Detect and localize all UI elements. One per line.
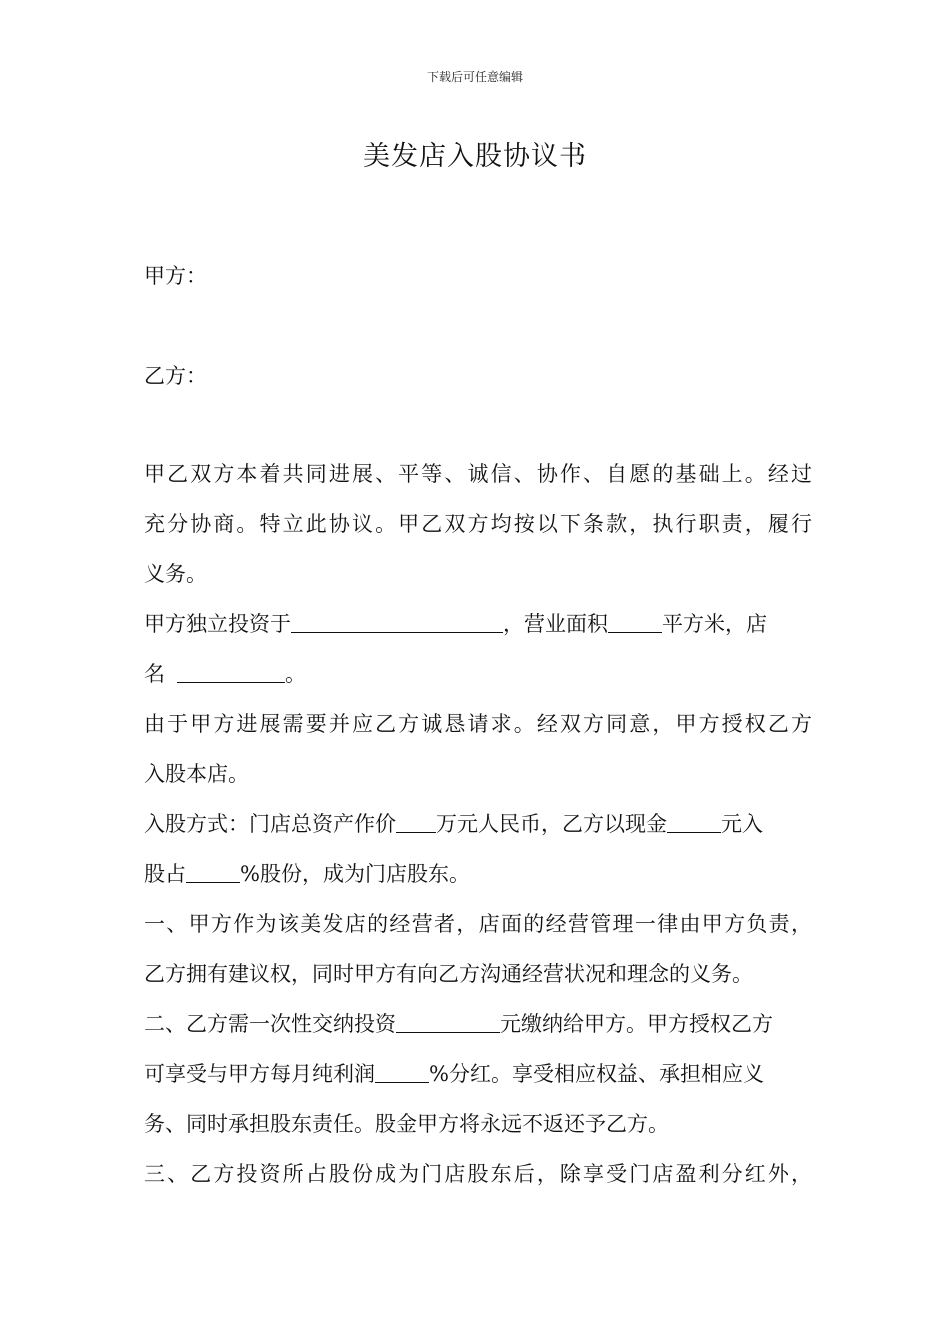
store-name-label: 名 [144, 662, 165, 686]
investment-line-2 [144, 660, 306, 688]
party-a-label: 甲方： [144, 264, 207, 288]
investment-period: 。 [285, 662, 306, 686]
location-blank[interactable] [291, 612, 503, 633]
investment-amount-blank[interactable] [396, 1012, 500, 1033]
share-method-text-e: %股份，成为门店股东。 [240, 862, 470, 886]
clause-2-line-1 [144, 1010, 773, 1038]
clause-2-text-b: 元缴纳给甲方。甲方授权乙方 [500, 1012, 773, 1036]
clause-2-text-a: 二、乙方需一次性交纳投资 [144, 1012, 396, 1036]
share-method-line-1 [144, 810, 763, 838]
clause-2-line-2 [144, 1060, 764, 1088]
share-percent-blank[interactable] [186, 862, 240, 883]
share-method-text-a: 入股方式：门店总资产作价 [144, 812, 396, 836]
authorization-line-1: 由于甲方进展需要并应乙方诚恳请求。经双方同意，甲方授权乙方 [144, 712, 812, 736]
clause-2-text-c: 可享受与甲方每月纯利润 [144, 1062, 375, 1086]
party-b-label: 乙方： [144, 364, 207, 388]
investment-text-a: 甲方独立投资于 [144, 612, 291, 636]
clause-2-text-d: %分红。享受相应权益、承担相应义 [429, 1062, 764, 1086]
clause-1-line-2: 乙方拥有建议权，同时甲方有向乙方沟通经营状况和理念的义务。 [144, 962, 753, 986]
share-method-text-d: 股占 [144, 862, 186, 886]
clause-3-line-1: 三、乙方投资所占股份成为门店股东后，除享受门店盈利分红外， [144, 1162, 812, 1186]
intro-line-1: 甲乙双方本着共同进展、平等、诚信、协作、自愿的基础上。经过 [144, 462, 812, 486]
investment-line-1 [144, 610, 767, 638]
document-title: 美发店入股协议书 [363, 141, 587, 172]
investment-text-c: 平方米，店 [662, 612, 767, 636]
area-blank[interactable] [608, 612, 662, 633]
header-note: 下载后可任意编辑 [426, 70, 523, 84]
total-assets-blank[interactable] [396, 812, 436, 833]
investment-text-b: ，营业面积 [503, 612, 608, 636]
clause-1-line-1: 一、甲方作为该美发店的经营者，店面的经营管理一律由甲方负责， [144, 912, 812, 936]
store-name-blank[interactable] [177, 662, 285, 683]
share-method-text-b: 万元人民币，乙方以现金 [436, 812, 667, 836]
share-method-line-2 [144, 860, 470, 888]
dividend-percent-blank[interactable] [375, 1062, 429, 1083]
clause-2-line-3: 务、同时承担股东责任。股金甲方将永远不返还予乙方。 [144, 1112, 669, 1136]
authorization-line-2: 入股本店。 [144, 762, 249, 786]
cash-amount-blank[interactable] [667, 812, 721, 833]
intro-line-3: 义务。 [144, 562, 207, 586]
share-method-text-c: 元入 [721, 812, 763, 836]
intro-line-2: 充分协商。特立此协议。甲乙双方均按以下条款，执行职责，履行 [144, 512, 812, 536]
